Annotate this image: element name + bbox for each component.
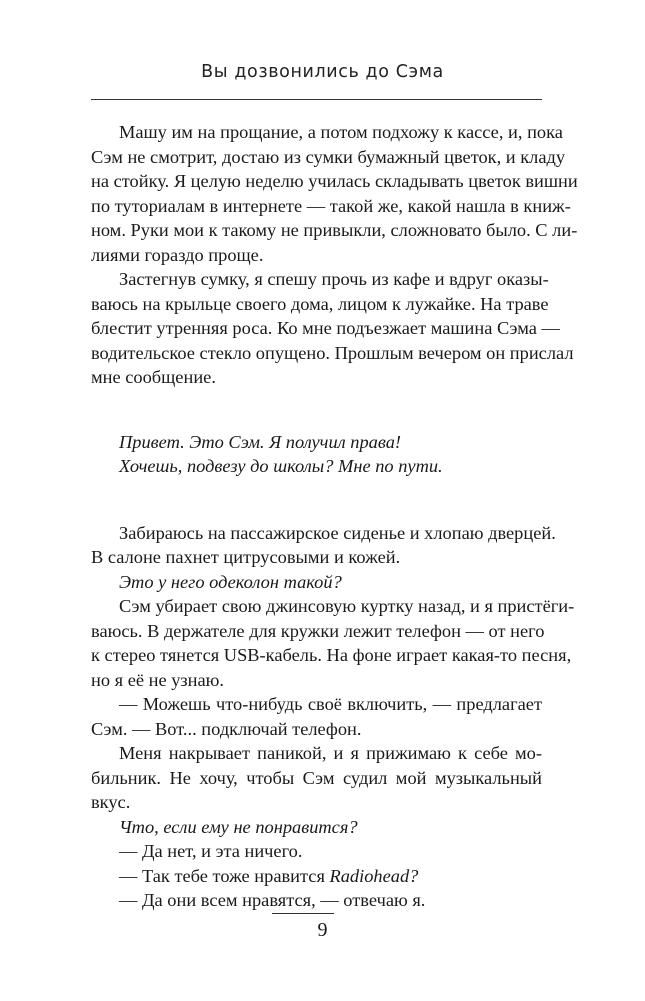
dialogue-line: — Да они всем нравятся, — отвечаю я. bbox=[119, 890, 426, 910]
dialogue bbox=[91, 839, 542, 913]
message-line bbox=[91, 430, 542, 455]
thought-line bbox=[91, 815, 542, 840]
text-line: к стерео тянется USB-кабель. На фоне играет какая-то песня, bbox=[91, 645, 572, 665]
page-body bbox=[91, 120, 578, 913]
paragraph bbox=[91, 692, 542, 741]
text-line: лиями гораздо проще. bbox=[91, 244, 264, 265]
text-line: Застегнув сумку, я спешу прочь из кафе и вдруг оказы- bbox=[119, 269, 549, 289]
paragraph bbox=[91, 521, 556, 570]
text-line: водительское стекло опущено. Прошлым вечером он прислал bbox=[91, 342, 574, 363]
text-message bbox=[91, 430, 542, 479]
band-name: Radiohead? bbox=[329, 865, 419, 886]
paragraph bbox=[91, 594, 575, 692]
text-line: ваюсь на крыльце своего дома, лицом к лужайке. На траве bbox=[91, 293, 549, 314]
paragraph bbox=[91, 741, 542, 815]
text-line: бильник. Не хочу, чтобы Сэм судил мой музыкальный bbox=[91, 767, 542, 788]
text-line: — Можешь что-нибудь своё включить, — предлагает bbox=[119, 694, 542, 714]
text-line: вкус. bbox=[91, 792, 131, 812]
page-number: 9 bbox=[317, 919, 328, 941]
text-line: Машу им на прощание, а потом подхожу к кассе, и, пока bbox=[119, 122, 563, 142]
dialogue-text: — Так тебе тоже нравится bbox=[119, 865, 330, 886]
text-line: Сэм. — Вот... подключай телефон. bbox=[91, 718, 362, 739]
message-text: Хочешь, подвезу до школы? Мне по пути. bbox=[119, 456, 443, 476]
paragraph bbox=[91, 267, 574, 390]
text-line: Меня накрывает паникой, и я прижимаю к себе мо- bbox=[119, 743, 542, 763]
text-line: по туториалам в интернете — такой же, какой нашла в книж- bbox=[91, 195, 571, 216]
text-line: Сэм убирает свою джинсовую куртку назад, и я пристёги- bbox=[119, 596, 575, 616]
thought-text: Что, если ему не понравится? bbox=[119, 816, 358, 837]
spacer bbox=[91, 479, 542, 521]
dialogue-line bbox=[91, 864, 542, 889]
header-divider bbox=[91, 99, 542, 100]
text-line: ном. Руки мои к такому не привыкли, сложновато было. С ли- bbox=[91, 220, 578, 240]
text-line: Забираюсь на пассажирское сиденье и хлопаю дверцей. bbox=[119, 522, 556, 543]
text-line: на стойку. Я целую неделю училась складывать цветок вишни bbox=[91, 171, 578, 191]
message-text: Привет. Это Сэм. Я получил права! bbox=[119, 431, 402, 452]
thought-text: Это у него одеколон такой? bbox=[119, 571, 342, 592]
thought-line bbox=[91, 570, 542, 595]
spacer bbox=[91, 390, 542, 430]
text-line: блестит утренняя роса. Ко мне подъезжает машина Сэма — bbox=[91, 318, 560, 338]
thought bbox=[91, 815, 542, 840]
text-line: но я её не узнаю. bbox=[91, 669, 225, 690]
text-line: Сэм не смотрит, достаю из сумки бумажный цветок, и кладу bbox=[91, 146, 566, 167]
thought bbox=[91, 570, 542, 595]
text-line: В салоне пахнет цитрусовыми и кожей. bbox=[91, 547, 401, 567]
text-line: мне сообщение. bbox=[91, 367, 216, 387]
dialogue-line: — Да нет, и эта ничего. bbox=[119, 841, 303, 861]
running-header: Вы дозвонились до Сэма bbox=[201, 62, 444, 82]
paragraph bbox=[91, 120, 578, 267]
message-line bbox=[91, 454, 542, 479]
text-line: ваюсь. В держателе для кружки лежит телефон — от него bbox=[91, 620, 545, 641]
footer-divider bbox=[272, 913, 334, 914]
